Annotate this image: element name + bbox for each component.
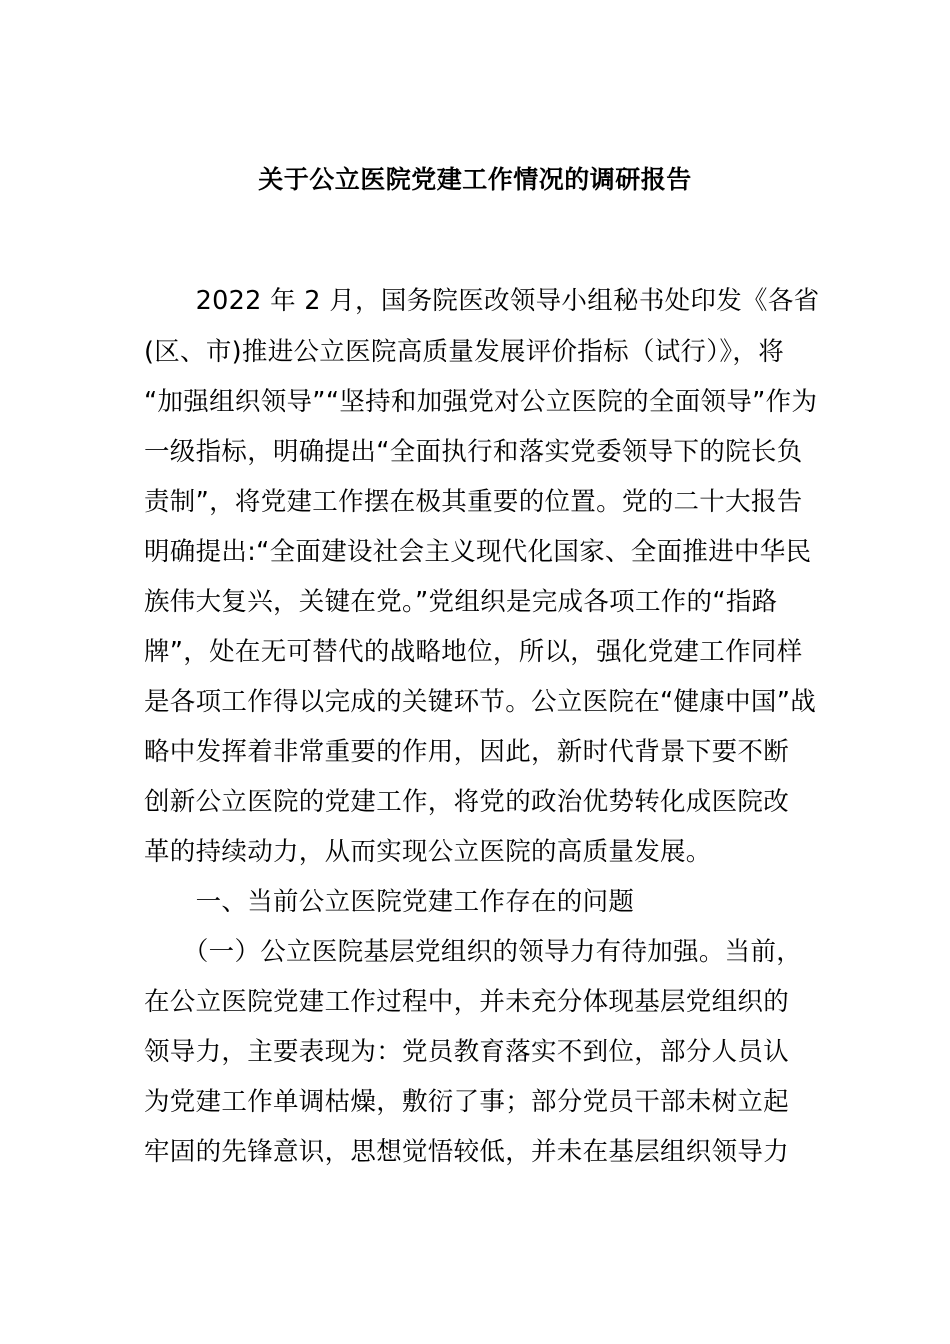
body-line: 责制”，将党建工作摆在极其重要的位置。党的二十大报告 xyxy=(144,487,803,517)
body-line: 在公立医院党建工作过程中，并未充分体现基层党组织的 xyxy=(144,987,790,1017)
body-line: 一级指标，明确提出“全面执行和落实党委领导下的院长负 xyxy=(144,437,803,467)
body-line: 领导力，主要表现为：党员教育落实不到位，部分人员认 xyxy=(144,1037,790,1067)
body-line: 是各项工作得以完成的关键环节。公立医院在“健康中国”战 xyxy=(144,687,817,717)
section-heading: 一、当前公立医院党建工作存在的问题 xyxy=(144,887,635,917)
body-line: 明确提出:“全面建设社会主义现代化国家、全面推进中华民 xyxy=(144,537,812,567)
body-line: 革的持续动力，从而实现公立医院的高质量发展。 xyxy=(144,837,712,867)
body-line: （一）公立医院基层党组织的领导力有待加强。当前， xyxy=(144,937,803,967)
body-line: (区、市)推进公立医院高质量发展评价指标（试行）》，将 xyxy=(144,337,784,367)
body-line: 为党建工作单调枯燥，敷衍了事；部分党员干部未树立起 xyxy=(144,1087,790,1117)
body-line: 略中发挥着非常重要的作用，因此，新时代背景下要不断 xyxy=(144,737,790,767)
body-line: 牌”，处在无可替代的战略地位，所以，强化党建工作同样 xyxy=(144,637,803,667)
body-line: 族伟大复兴，关键在党。”党组织是完成各项工作的“指路 xyxy=(144,587,778,617)
body-line: “加强组织领导”“坚持和加强党对公立医院的全面领导”作为 xyxy=(144,387,818,417)
body-line: 创新公立医院的党建工作，将党的政治优势转化成医院改 xyxy=(144,787,790,817)
document-title: 关于公立医院党建工作情况的调研报告 xyxy=(258,165,692,194)
body-line: 牢固的先锋意识，思想觉悟较低，并未在基层组织领导力 xyxy=(144,1137,790,1167)
body-line: 2022 年 2 月，国务院医改领导小组秘书处印发《各省 xyxy=(144,286,820,316)
